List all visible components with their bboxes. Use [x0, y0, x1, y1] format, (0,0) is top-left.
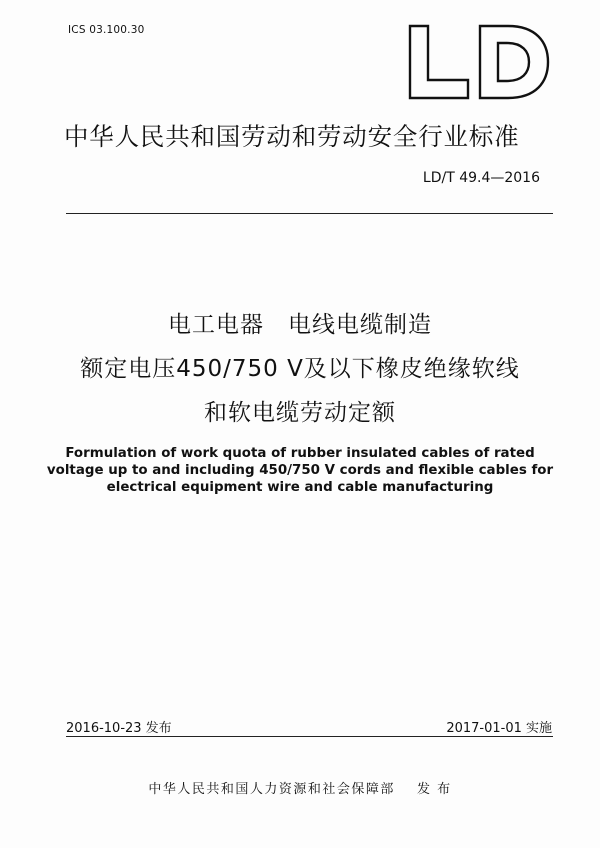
standard-code: LD/T 49.4—2016	[422, 170, 540, 186]
ics-code: ICS 03.100.30	[68, 24, 145, 36]
bottom-divider	[66, 736, 553, 737]
ld-logo	[402, 22, 552, 102]
implementation-date: 2017-01-01 实施	[446, 721, 552, 736]
issue-date: 2016-10-23 发布	[66, 721, 172, 736]
english-title-line-3: electrical equipment wire and cable manufacturing	[106, 480, 494, 495]
chinese-title-line-2: 额定电压450/750 V及以下橡皮绝缘软线	[80, 356, 520, 382]
english-title-line-1: Formulation of work quota of rubber insulated cables of rated	[65, 446, 535, 461]
top-divider	[66, 213, 553, 214]
publish-action: 发 布	[416, 782, 452, 797]
chinese-title-line-3: 和软电缆劳动定额	[204, 400, 396, 426]
chinese-title-line-1: 电工电器 电线电缆制造	[168, 312, 432, 338]
publisher-line	[0, 778, 600, 797]
issuer-title: 中华人民共和国劳动和劳动安全行业标准	[64, 122, 520, 151]
publisher-name: 中华人民共和国人力资源和社会保障部	[148, 782, 395, 797]
english-title-line-2: voltage up to and including 450/750 V cords and flexible cables for	[46, 463, 554, 478]
